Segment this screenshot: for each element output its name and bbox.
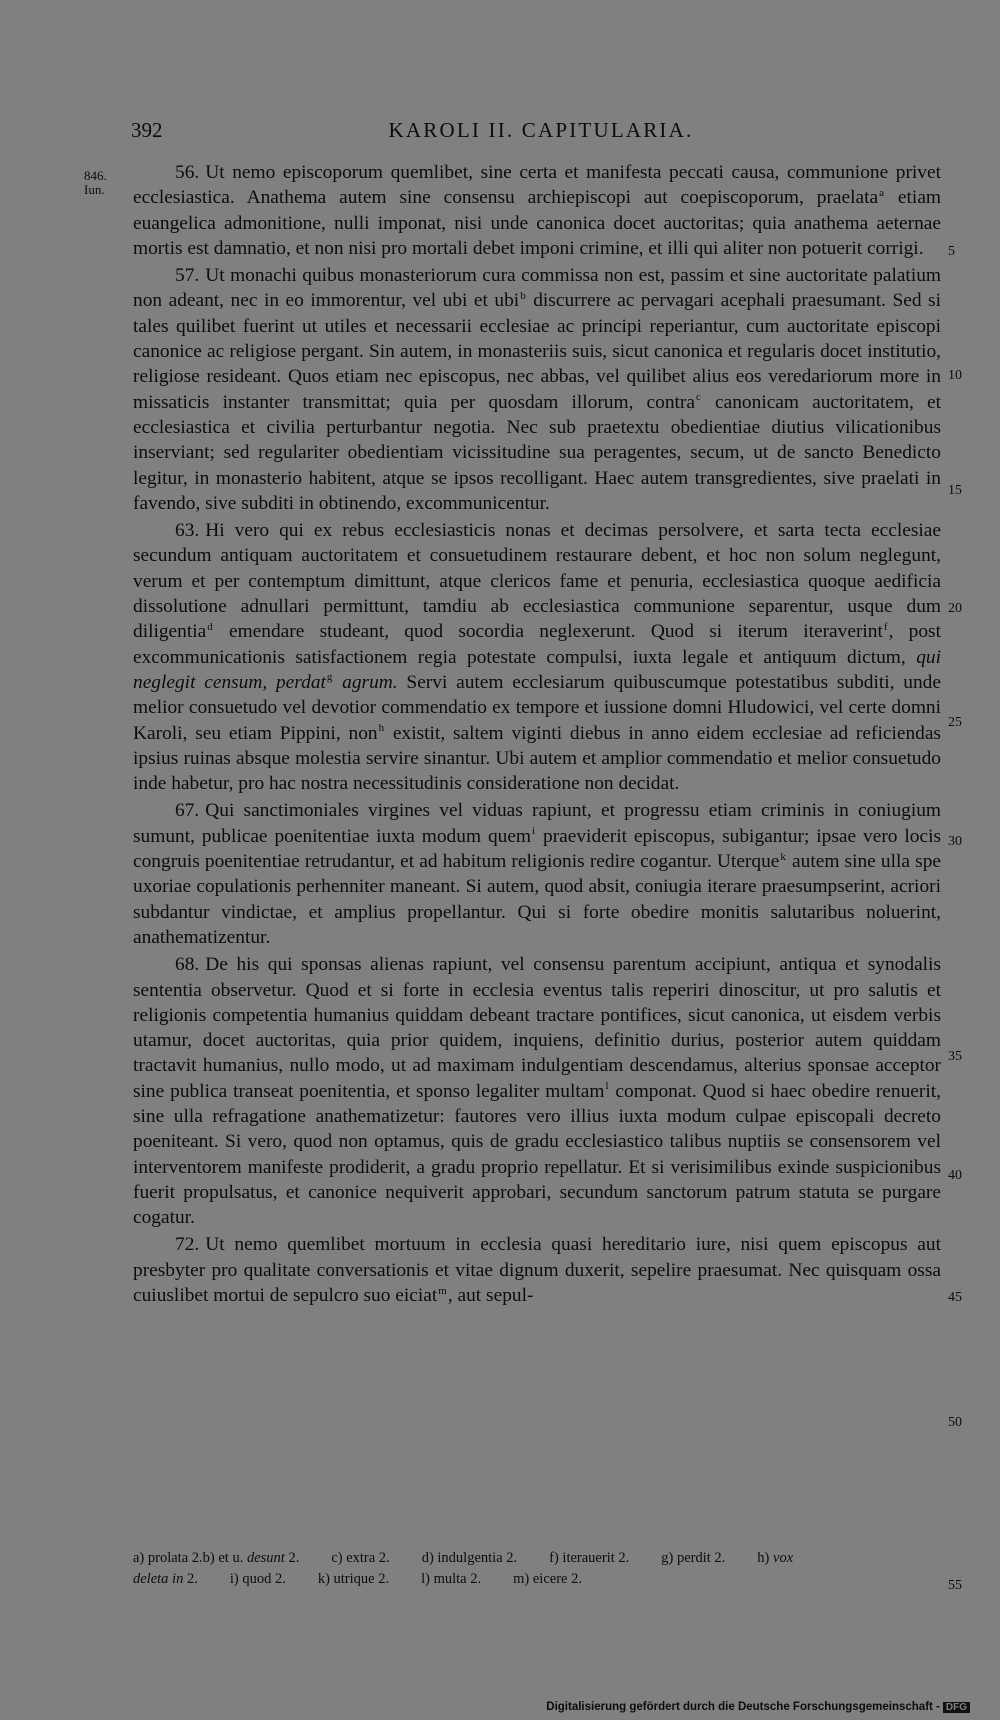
margin-month: Iun. [84,182,105,197]
paragraph-text: Hi vero qui ex rebus ecclesiasticis nonas et decimas persolvere, et sarta tecta ecclesiae secundum antiquam auctoritatem et consuetudinem restaurare debent, et hoc non solum neglegunt, verum et per contemptum dimittunt, atque clericos fame et penuria, ecclesiastica quoque aedificia dissolutione adnullari permittunt, tamdiu ab ecclesiastica communione separentur, usque dum diligentia [133,520,941,643]
paragraph-text: Ut monachi quibus monasteriorum cura commissa non est, passim et sine auctoritate palatium non adeant, nec in eo immorentur, vel ubi et ubi [133,265,941,312]
paragraph-text: Servi autem ecclesiarum quibuscumque potestatibus subditi, unde melior consuetudo vel devotior commendatio ex tempore et iussione domni Hludowici, vel certe domni Karoli, seu etiam Pippini, non [133,671,941,744]
line-number: 15 [948,483,962,498]
footnote-text: f) iterauerit 2. [549,1550,630,1566]
chapter-paragraph [133,1232,941,1308]
paragraph-text: discurrere ac pervagari acephali praesumant. Sed si tales quilibet fuerint ut utiles et necessarii ecclesiae ac principi reperiantur, cum auctoritate episcopi canonice ac religiose pergant. Sin autem, in monasteriis suis, sicut canonica et regularis docet institutio, religiose resideant. Quos etiam nec episcopus, nec abbas, vel quilibet alius eos veredariorum more in missaticis instanter transmittat; quia per quosdam illorum, contra [133,290,941,413]
chapter-paragraph [133,263,941,516]
line-number: 55 [948,1578,962,1593]
chapter-number: 68. [175,954,200,976]
footnote-entry [757,1550,793,1566]
footnote-text: g) perdit 2. [661,1550,726,1566]
footnote-text: h) [757,1550,774,1566]
paragraph-text: emendare studeant, quod socordia neglexerunt. Quod si iterum iteraverint [213,621,883,643]
footnote-marker: c [696,391,701,404]
footnote-entry [318,1571,389,1587]
footnote-marker: g [326,671,333,684]
footnote-entry [230,1571,286,1587]
margin-date-note [84,169,132,197]
footnote-marker: a [879,186,885,199]
footnote-entry [422,1550,517,1566]
footnote-text: m) eicere 2. [513,1571,582,1587]
footnote-text: d) indulgentia 2. [421,1550,518,1566]
footnote-text: deleta in [133,1571,184,1587]
footnotes [133,1548,941,1590]
running-title: KAROLI II. CAPITULARIA. [388,118,694,142]
paragraph-text: componat. Quod si haec obedire renuerit, sine ulla refragatione anathematizetur: fautores vero illius iuxta modum culpae episcopali decreto poeniteant. Si vero, quod non optamus, quis de gradu ecclesiastico talibus nuptiis se consensorem vel interventorem manifeste prodiderit, a gradu proprio repellatur. Et si verisimilibus exinde suspicionibus fuerit propulsatus, et canonice nequiverit approbari, secundum sanctorum patrum statuta se purgare cogatur. [133,1080,941,1229]
line-number: 30 [948,834,962,849]
footnote-entry [331,1550,389,1566]
paragraph-text: , aut sepul- [447,1285,534,1307]
footnote-entry [513,1571,582,1587]
line-number: 25 [948,715,962,730]
line-number: 50 [948,1415,962,1430]
line-number: 35 [948,1049,962,1064]
footnote-text: i) quod 2. [229,1571,286,1587]
page-header [131,118,951,146]
footnote-marker: i [532,825,536,838]
chapter-paragraph [133,160,941,261]
chapter-number: 56. [175,162,200,183]
footnote-entry [133,1550,299,1566]
chapter-paragraph [133,952,941,1230]
paragraph-text: praeviderit episcopus, subigantur; ipsae vero locis congruis poenitentiae retrudantur, et ad habitum religionis redire cogantur. Uterque [133,825,941,873]
margin-year: 846. [84,168,107,183]
line-number: 40 [948,1168,962,1183]
chapter-paragraph [133,798,941,950]
footnote-marker: m [438,1284,447,1297]
footnote-line [133,1548,941,1569]
italic-quotation: agrum. [333,671,398,693]
dfg-logo: DFG [943,1702,970,1713]
paragraph-text: Ut nemo quemlibet mortuum in ecclesia quasi hereditario iure, nisi quem episcopus aut presbyter pro qualitate conversationis et vitae dignum duxerit, sepelire praesumat. Nec quisquam ossa cuiuslibet mortui de sepulcro suo eiciat [133,1234,941,1307]
footnote-text: c) extra 2. [331,1550,390,1566]
paragraph-text: Ut nemo episcoporum quemlibet, sine certa et manifesta peccati causa, communione privet ecclesiastica. Anathema autem sine consensu archiepiscopi aut coepiscoporum, praelata [133,162,941,209]
paragraph-text: De his qui sponsas alienas rapiunt, vel consensu parentum accipiunt, antiqua et synodalis sententia observetur. Quod et si forte in ecclesia eventus talis reperiri dinoscitur, ut pro salutis et religionis competentia humanius quiddam debeant tractare pontifices, sicut canonica, ut eisdem verbis utamur, docet auctoritas, quia prior quidem, inquiens, definitio durius, posterior autem quiddam tractavit humanius, nullo modo, ut ad maximam indulgentiam descendamus, alterius sponsae acceptor sine publica transeat poenitentia, et sponso legaliter multam [133,954,941,1102]
footnote-entry [133,1571,198,1587]
italic-quotation: qui neglegit censum, perdat [133,646,941,693]
footnote-marker: l [605,1080,609,1093]
footnote-text: k) utrique 2. [317,1571,390,1587]
digitization-credit [546,1701,970,1713]
chapter-number: 63. [175,520,200,542]
footnote-text: desunt [246,1550,285,1566]
footnote-text: 2. [284,1550,300,1566]
footnote-marker: f [883,620,888,633]
footnote-text: vox [773,1550,794,1566]
paragraph-text: etiam euangelica admonitione, nulli imponat, nisi unde canonica docet auctoritas; quia anathema aeternae mortis est damnatio, et non nisi pro mortali debet imponi crimine, et illi qui aliter non potuerit corrigi. [133,187,942,259]
footnote-line [133,1569,941,1590]
body-text [133,160,941,1310]
footnote-entry [421,1571,481,1587]
line-number: 20 [948,601,962,616]
footnote-marker: d [207,620,213,633]
footnote-text: b) et u. [202,1550,247,1566]
footnote-marker: b [520,290,526,303]
paragraph-text: existit, saltem viginti diebus in anno eidem ecclesiae ad reficiendas ipsius ruinas absque molestia servire sinantur. Ubi autem et amplior commendatio et melior consuetudo inde habetur, pro hac nostra necessitudinis consideratione non decidat. [133,722,941,795]
credit-text: Digitalisierung gefördert durch die Deutsche Forschungsgemeinschaft - [546,1701,940,1713]
footnote-text: 2. [183,1571,198,1587]
footnote-marker: h [378,722,385,735]
chapter-paragraph [133,518,941,796]
chapter-number: 72. [175,1234,200,1256]
footnote-marker: k [780,850,786,863]
chapter-number: 57. [175,265,200,287]
paragraph-text: canonicam auctoritatem, et ecclesiastica et civilia perturbantur negotia. Nec sub praetextu obedientiae diutius vilicationibus inserviant; sed regulariter obedientiam vicissitudine sua peragentes, secum, ut de sancto Benedicto legitur, in monasterio habitent, atque se ipsos recolligant. Haec autem transgredientes, sive praelati in favendo, sive subditi in obtinendo, excommunicentur. [133,391,941,514]
footnote-entry [549,1550,629,1566]
paragraph-text: autem sine ulla spe uxoriae copulationis perhenniter maneant. Si autem, quod absit, coniugia iterare praesumpserint, acriori subdantur vindictae, et amplius propellantur. Qui si forte obedire monitis salutaribus noluerint, anathematizentur. [133,851,941,948]
page-number: 392 [131,118,163,142]
line-number: 45 [948,1290,962,1305]
footnote-text: l) multa 2. [421,1571,482,1587]
footnote-text: a) prolata 2. [133,1550,203,1566]
line-number: 10 [948,368,962,383]
footnote-entry [661,1550,725,1566]
line-number: 5 [948,244,955,259]
paragraph-text: Qui sanctimoniales virgines vel viduas rapiunt, et progressu etiam criminis in coniugium sumunt, publicae poenitentiae iuxta modum quem [133,800,941,847]
paragraph-text: , post excommunicationis satisfactionem regia potestate compulsi, iuxta legale et antiquum dictum, [133,621,941,668]
chapter-number: 67. [175,800,200,822]
